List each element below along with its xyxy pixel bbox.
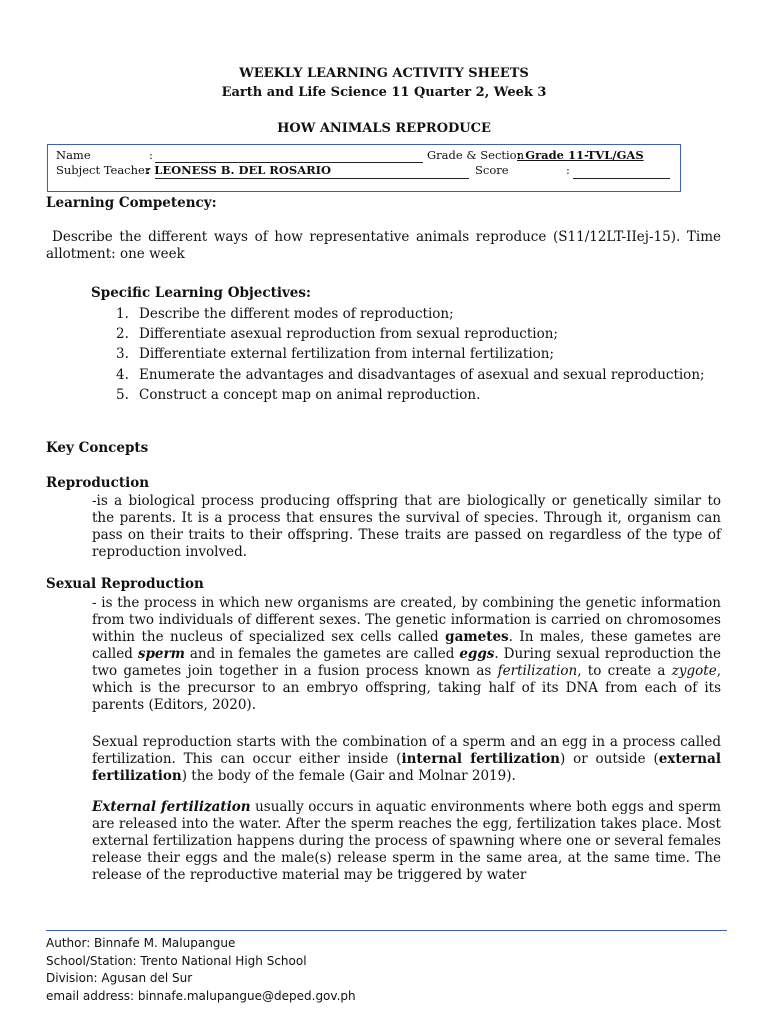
footer-author: Author: Binnafe M. Malupangue [46,936,236,950]
objective-item: 3. Differentiate external fertilization from internal fertilization; [116,346,555,363]
score-label: Score [475,163,509,177]
objective-item: 5. Construct a concept map on animal reproduction. [116,386,481,403]
sexual-reproduction-paragraph-2: Sexual reproduction starts with the combination of a sperm and an egg in a process called fertilization. This can occur either inside (internal fertilization) or outside (external fertilization) the body of the female (Gair and Molnar 2019). [92,734,721,784]
objective-item: 1. Describe the different modes of reproduction; [116,306,454,322]
footer-divider [46,930,727,931]
footer-school: School/Station: Trento National High School [46,953,307,968]
teacher-underline [155,164,469,179]
footer-division: Division: Agusan del Sur [46,971,193,985]
name-field[interactable] [155,148,423,163]
objective-item: 2. Differentiate asexual reproduction from sexual reproduction; [116,326,558,343]
score-field[interactable] [573,164,670,179]
subject-teacher-value: : LEONESS B. DEL ROSARIO [146,163,332,177]
subject-teacher-label: Subject Teacher [56,163,151,177]
name-label: Name [56,148,91,162]
external-fertilization-paragraph: External fertilization usually occurs in aquatic environments where both eggs and sperm are released into the water. After the sperm reaches the egg, fertilization takes place. Most external fertilization happens during the process of spawning where one or several females release their eggs and the male(s) release sperm in the same area, at the same time. The release of the reproductive material may be triggered by water [92,799,721,883]
competency-text: Describe the different ways of how representative animals reproduce (S11/12LT-IIej-15). Time allotment: one week [46,229,721,262]
grade-section-value: : Grade 11-TVL/GAS [517,148,644,162]
grade-section-label: Grade & Section [427,148,525,162]
reproduction-text: -is a biological process producing offspring that are biologically or genetically similar to the parents. It is a process that ensures the survival of species. Through it, organism can pass on their traits to their offspring. These traits are passed on regardless of the type of reproduction involved. [92,493,721,560]
objectives-heading: Specific Learning Objectives: [91,285,311,301]
sexual-reproduction-heading: Sexual Reproduction [46,576,204,592]
objectives-list [116,304,736,405]
competency-heading: Learning Competency: [46,195,217,211]
sexual-reproduction-paragraph-1: - is the process in which new organisms are created, by combining the genetic information from two individuals of different sexes. The genetic information is carried on chromosomes within the nucleus of specialized sex cells called gametes. In males, these gametes are called sperm and in females the gametes are called eggs. During sexual reproduction the two gametes join together in a fusion process known as fertilization, to create a zygote, which is the precursor to an embryo offspring, taking half of its DNA from each of its parents (Editors, 2020). [92,595,722,713]
score-colon: : [566,163,570,177]
page-title: HOW ANIMALS REPRODUCE [277,121,491,136]
key-concepts-heading: Key Concepts [46,440,149,456]
footer-email: email address: binnafe.malupangue@deped.gov.ph [46,988,356,1003]
sheet-title-line1: WEEKLY LEARNING ACTIVITY SHEETS [239,66,529,81]
name-colon: : [149,148,153,162]
sheet-title-line2: Earth and Life Science 11 Quarter 2, Week 3 [221,85,547,100]
objective-item: 4. Enumerate the advantages and disadvantages of asexual and sexual reproduction; [116,366,705,383]
reproduction-heading: Reproduction [46,475,150,491]
